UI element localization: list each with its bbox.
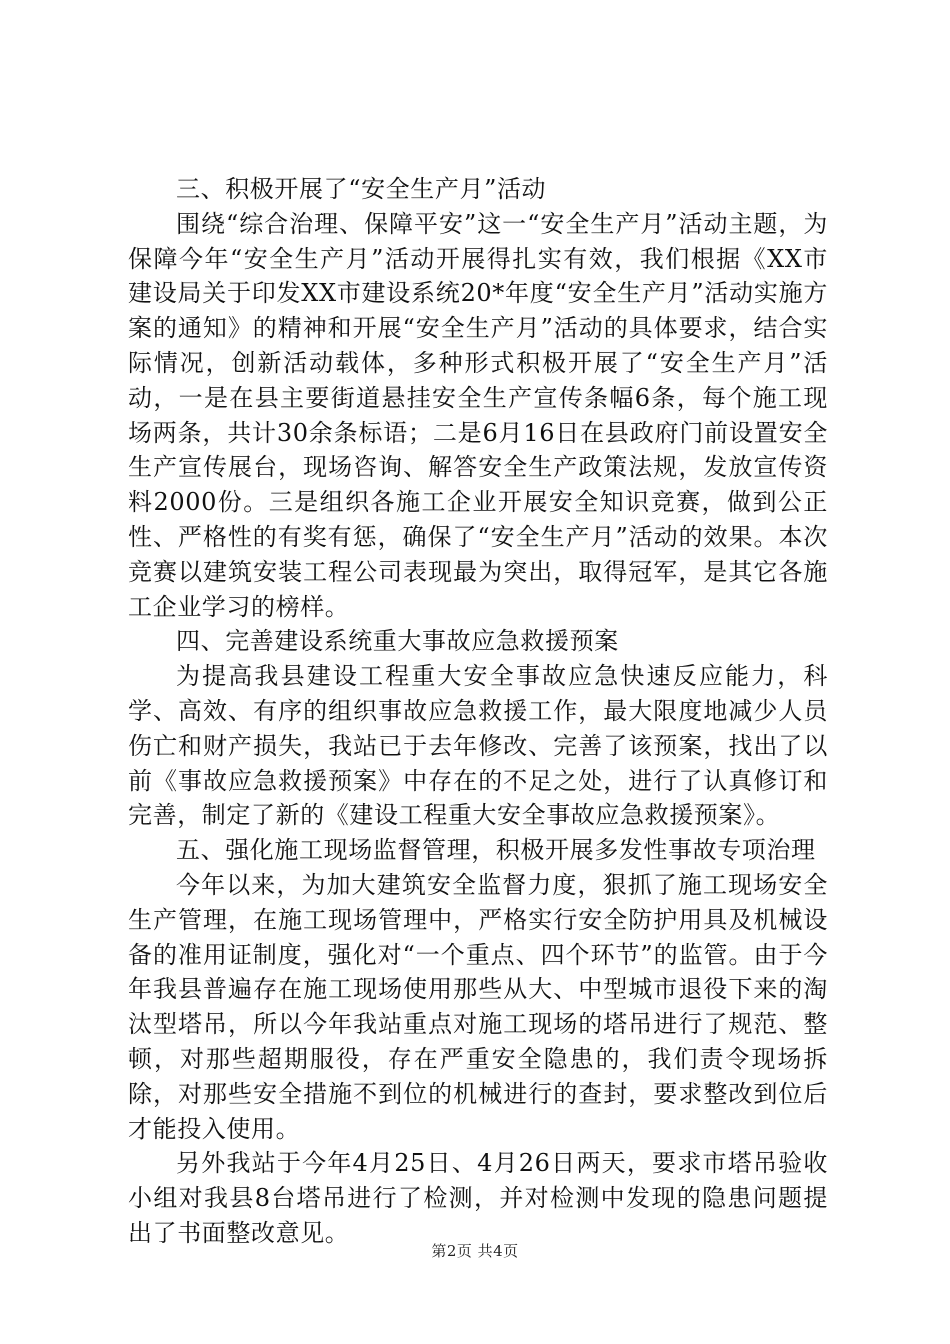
document-body bbox=[128, 172, 828, 1251]
paragraph: 围绕“综合治理、保障平安”这一“安全生产月”活动主题，为保障今年“安全生产月”活动开展得扎实有效，我们根据《XX市建设局关于印发XX市建设系统20*年度“安全生产月”活动实施方案的通知》的精神和开展“安全生产月”活动的具体要求，结合实际情况，创新活动载体，多种形式积极开展了“安全生产月”活动，一是在县主要街道悬挂安全生产宣传条幅6条，每个施工现场两条，共计30余条标语；二是6月16日在县政府门前设置安全生产宣传展台，现场咨询、解答安全生产政策法规，发放宣传资料2000份。三是组织各施工企业开展安全知识竞赛，做到公正性、严格性的有奖有惩，确保了“安全生产月”活动的效果。本次竞赛以建筑安装工程公司表现最为突出，取得冠军，是其它各施工企业学习的榜样。 bbox=[128, 209, 828, 621]
section-heading: 三、积极开展了“安全生产月”活动 bbox=[176, 175, 547, 203]
section-heading: 四、完善建设系统重大事故应急救援预案 bbox=[176, 627, 619, 656]
section-5 bbox=[128, 833, 828, 1251]
section-3 bbox=[128, 172, 828, 624]
paragraph: 为提高我县建设工程重大安全事故应急快速反应能力，科学、高效、有序的组织事故应急救援工作，最大限度地减少人员伤亡和财产损失，我站已于去年修改、完善了该预案，找出了以前《事故应急救援预案》中存在的不足之处，进行了认真修订和完善，制定了新的《建设工程重大安全事故应急救援预案》。 bbox=[128, 662, 828, 830]
page-number-footer: 第2页 共4页 bbox=[431, 1242, 519, 1260]
section-heading: 五、强化施工现场监督管理，积极开展多发性事故专项治理 bbox=[176, 836, 816, 865]
paragraph: 今年以来，为加大建筑安全监督力度，狠抓了施工现场安全生产管理，在施工现场管理中，严格实行安全防护用具及机械设备的准用证制度，强化对“一个重点、四个环节”的监管。由于今年我县普遍存在施工现场使用那些从大、中型城市退役下来的淘汰型塔吊，所以今年我站重点对施工现场的塔吊进行了规范、整顿，对那些超期服役，存在严重安全隐患的，我们责令现场拆除，对那些安全措施不到位的机械进行的查封，要求整改到位后才能投入使用。 bbox=[128, 870, 828, 1143]
paragraph: 另外我站于今年4月25日、4月26日两天，要求市塔吊验收小组对我县8台塔吊进行了检测，并对检测中发现的隐患问题提出了书面整改意见。 bbox=[128, 1149, 828, 1247]
section-4 bbox=[128, 624, 828, 833]
